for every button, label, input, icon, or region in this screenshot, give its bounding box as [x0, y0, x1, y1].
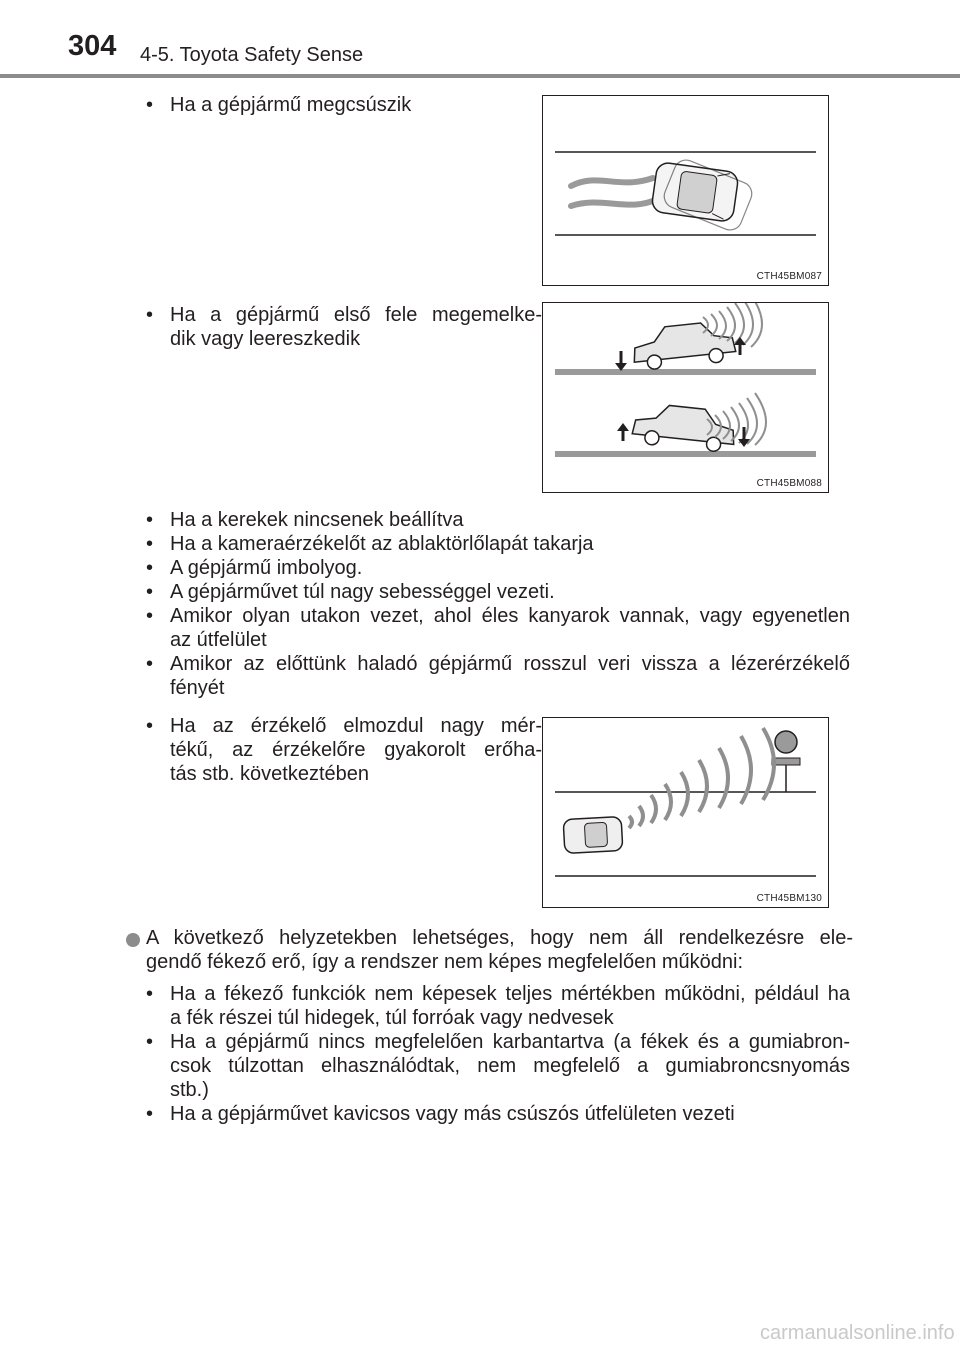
skidding-car-illustration	[543, 96, 828, 285]
bullet-maintenance	[146, 1030, 850, 1102]
bullet-mark: •	[146, 509, 154, 531]
bullet-text: Ha a gépjárművet kavicsos vagy más csúszós útfelületen vezeti	[170, 1103, 735, 1125]
bullet-front-lift	[146, 303, 542, 351]
bullet-slippery	[146, 1102, 850, 1126]
bullet-text-line: fényét	[170, 677, 225, 699]
bullet-text-line: stb.)	[170, 1079, 209, 1101]
figure-skidding-car	[542, 95, 829, 286]
page-header	[0, 0, 960, 78]
bullet-text: A gépjármű imbolyog.	[170, 557, 363, 579]
bullet-curves	[146, 604, 850, 652]
bullet-sway	[146, 556, 850, 580]
figure-code: CTH45BM087	[756, 271, 822, 282]
bullet-text-line: az útfelület	[170, 629, 267, 651]
bullet-mark: •	[146, 581, 154, 603]
page-number: 304	[68, 30, 117, 62]
bullet-mark: •	[146, 304, 154, 326]
bullet-mark: •	[146, 653, 154, 675]
section-title: 4-5. Toyota Safety Sense	[140, 44, 364, 66]
bullet-mark: •	[146, 94, 154, 116]
figure-code: CTH45BM088	[756, 478, 822, 489]
bullet-mark: •	[146, 557, 154, 579]
bullet-text-line: Amikor olyan utakon vezet, ahol éles kanyarok vannak, vagy egyenetlen	[170, 605, 850, 627]
bullet-mark: •	[146, 1031, 154, 1053]
bullet-speed	[146, 580, 850, 604]
bullet-text: Ha a kerekek nincsenek beállítva	[170, 509, 464, 531]
circle-bullet-icon	[126, 933, 140, 947]
car-pitch-illustration	[543, 303, 828, 492]
bullet-text-line: Ha az érzékelő elmozdul nagy mér-	[170, 715, 542, 737]
bullet-wiper	[146, 532, 850, 556]
paragraph-line: gendő fékező erő, így a rendszer nem képes megfelelően működni:	[146, 951, 744, 973]
bullet-mark: •	[146, 605, 154, 627]
bullet-brake-temp	[146, 982, 850, 1030]
bullet-text: Ha a kameraérzékelőt az ablaktörlőlapát takarja	[170, 533, 594, 555]
bullet-text: Ha a gépjármű megcsúszik	[170, 94, 412, 116]
paragraph-line: A következő helyzetekben lehetséges, hogy nem áll rendelkezésre ele-	[146, 927, 853, 949]
bullet-text-line: Ha a gépjármű nincs megfelelően karbantartva (a fékek és a gumiabron-	[170, 1031, 850, 1053]
figure-code: CTH45BM130	[756, 893, 822, 904]
bullet-skid	[146, 93, 550, 117]
sensor-beam-illustration	[543, 718, 828, 907]
header-rule	[0, 74, 960, 78]
bullet-text-line: tékű, az érzékelőre gyakorolt erőha-	[170, 739, 542, 761]
bullet-mark: •	[146, 533, 154, 555]
bullet-mark: •	[146, 1103, 154, 1125]
bullet-wheels	[146, 508, 850, 532]
bullet-text-line: Amikor az előttünk haladó gépjármű rosszul veri vissza a lézerérzékelő	[170, 653, 850, 675]
watermark: carmanualsonline.info	[760, 1322, 955, 1344]
braking-force-intro	[146, 926, 853, 974]
bullet-text-line: a fék részei túl hidegek, túl forróak vagy nedvesek	[170, 1007, 614, 1029]
bullet-text-line: tás stb. következtében	[170, 763, 370, 785]
bullet-text: A gépjárművet túl nagy sebességgel vezeti.	[170, 581, 555, 603]
bullet-sensor-displaced	[146, 714, 542, 786]
bullet-text-line: dik vagy leereszkedik	[170, 328, 361, 350]
bullet-mark: •	[146, 983, 154, 1005]
bullet-text-line: Ha a gépjármű első fele megemelke-	[170, 304, 542, 326]
bullet-reflection	[146, 652, 850, 700]
figure-car-pitch	[542, 302, 829, 493]
figure-sensor-beam	[542, 717, 829, 908]
bullet-mark: •	[146, 715, 154, 737]
bullet-text-line: Ha a fékező funkciók nem képesek teljes mértékben működni, például ha	[170, 983, 850, 1005]
bullet-text-line: csok túlzottan elhasználódtak, nem megfelelő a gumiabroncsnyomás	[170, 1055, 850, 1077]
